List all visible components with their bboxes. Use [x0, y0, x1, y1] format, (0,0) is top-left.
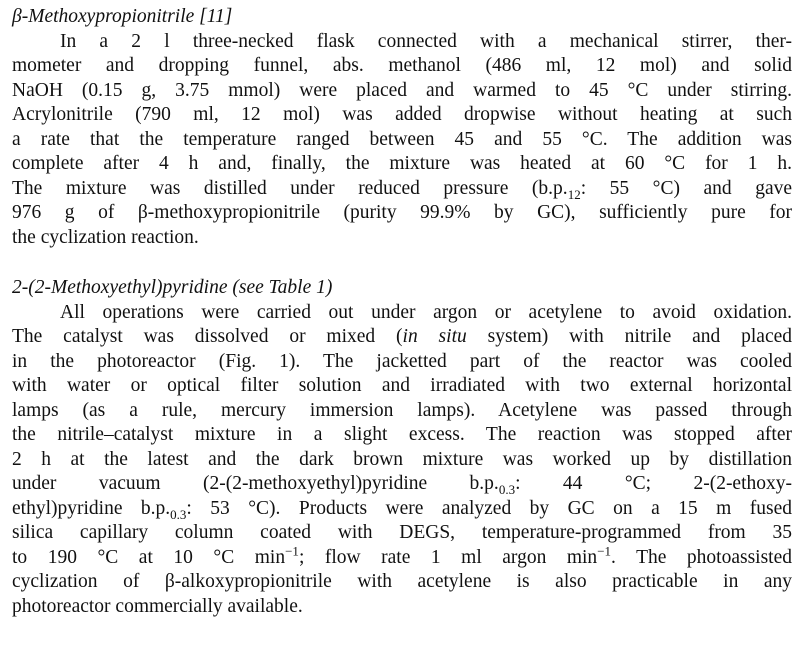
subscript: 12 [567, 186, 581, 202]
superscript: −1 [285, 543, 299, 558]
text-fragment: . The photoassisted [611, 546, 792, 568]
text-line: In a 2 l three-necked flask connected with a mechanical stirrer, ther- [60, 30, 792, 52]
superscript: −1 [597, 543, 612, 558]
paragraph [12, 30, 792, 251]
text-fragment: : 55 °C) and gave [580, 177, 792, 199]
text-fragment: ethyl)pyridine b.p. [12, 497, 171, 519]
text-line: complete after 4 h and, finally, the mixture was heated at 60 °C for 1 h. [12, 153, 792, 174]
text-line: lamps (as a rule, mercury immersion lamps). Acetylene was passed through [12, 399, 792, 421]
text-line: a rate that the temperature ranged between 45 and 55 °C. The addition was [12, 128, 792, 150]
section-methoxypropionitrile [12, 5, 792, 250]
text-line: with water or optical filter solution and irradiated with two external horizontal [12, 375, 792, 396]
italic-term: in situ [402, 326, 467, 347]
text-line: Acrylonitrile (790 ml, 12 mol) was added dropwise without heating at such [12, 104, 792, 125]
section-heading: 2-(2-Methoxyethyl)pyridine (see Table 1) [12, 277, 333, 298]
text-fragment: : 53 °C). Products were analyzed by GC on a 15 m fused [186, 497, 792, 519]
text-line: the nitrile–catalyst mixture in a slight excess. The reaction was stopped after [12, 424, 792, 445]
text-line: 2 h at the latest and the dark brown mixture was worked up by distillation [12, 448, 792, 470]
text-line: All operations were carried out under argon or acetylene to avoid oxidation. [60, 301, 792, 323]
text-line [12, 177, 792, 202]
text-line [12, 543, 792, 571]
text-fragment: The mixture was distilled under reduced pressure (b.p. [12, 177, 568, 199]
text-line [12, 472, 792, 497]
text-line: mometer and dropping funnel, abs. methanol (486 ml, 12 mol) and solid [12, 55, 792, 76]
text-fragment: : 44 °C; 2-(2-ethoxy- [515, 473, 792, 494]
text-line: silica capillary column coated with DEGS, temperature-programmed from 35 [12, 522, 792, 543]
text-line: the cyclization reaction. [12, 226, 199, 248]
text-line: photoreactor commercially available. [12, 595, 303, 617]
text-line [12, 325, 792, 350]
text-line [12, 497, 792, 522]
text-fragment: under vacuum (2-(2-methoxyethyl)pyridine b.p. [12, 473, 499, 494]
text-line: cyclization of β-alkoxypropionitrile with acetylene is also practicable in any [12, 571, 792, 592]
paragraph [12, 301, 792, 620]
text-fragment: ; flow rate 1 ml argon min [298, 546, 598, 568]
subscript: 0.3 [170, 506, 187, 522]
section-heading: β-Methoxypropionitrile [11] [12, 6, 233, 27]
text-fragment: The catalyst was dissolved or mixed ( [12, 326, 403, 347]
text-line: 976 g of β-methoxypropionitrile (purity 99.9% by GC), sufficiently pure for [12, 202, 792, 223]
text-line: in the photoreactor (Fig. 1). The jacketted part of the reactor was cooled [12, 350, 792, 372]
text-fragment: to 190 °C at 10 °C min [12, 546, 286, 568]
text-fragment: system) with nitrile and placed [466, 326, 793, 347]
section-methoxyethylpyridine [12, 276, 792, 619]
text-line: NaOH (0.15 g, 3.75 mmol) were placed and warmed to 45 °C under stirring. [12, 79, 792, 101]
subscript: 0.3 [498, 481, 516, 497]
